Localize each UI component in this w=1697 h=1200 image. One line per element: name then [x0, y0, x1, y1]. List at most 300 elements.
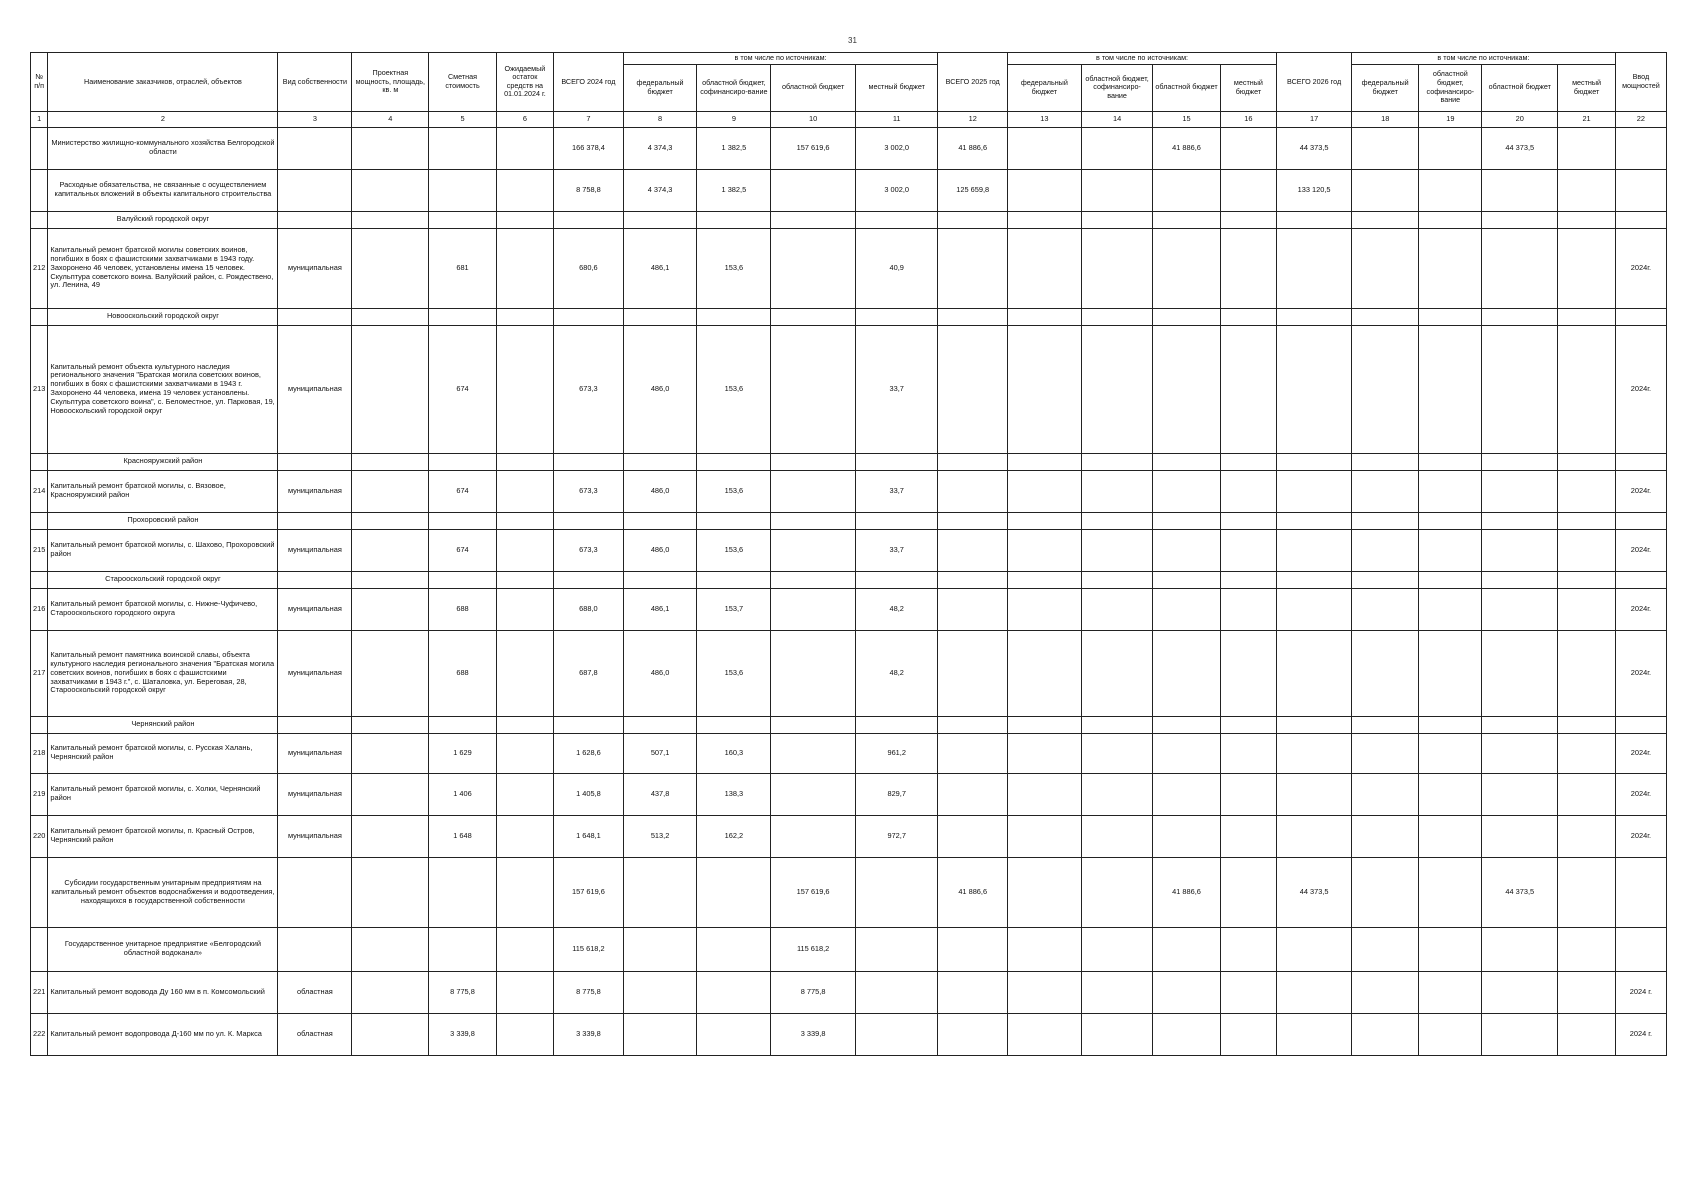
value-cell: [352, 773, 429, 815]
header-sources-2026: в том числе по источникам:: [1352, 53, 1616, 65]
value-cell: [352, 1013, 429, 1055]
value-cell: [1277, 308, 1352, 325]
value-cell: [1419, 773, 1482, 815]
header-federal-2025: федеральный бюджет: [1007, 64, 1081, 111]
value-cell: [697, 308, 771, 325]
value-cell: [1220, 169, 1276, 211]
value-cell: [1081, 512, 1153, 529]
ownership-cell: [278, 857, 352, 927]
value-cell: [1081, 529, 1153, 571]
value-cell: [1220, 716, 1276, 733]
value-cell: [554, 571, 623, 588]
header-local-2024: местный бюджет: [855, 64, 938, 111]
value-cell: [1558, 971, 1616, 1013]
value-cell: [855, 512, 938, 529]
value-cell: [697, 571, 771, 588]
table-row: [31, 773, 1667, 815]
value-cell: [855, 716, 938, 733]
value-cell: 3 339,8: [429, 1013, 496, 1055]
value-cell: 1 648,1: [554, 815, 623, 857]
row-number: 215: [31, 529, 48, 571]
value-cell: [1419, 815, 1482, 857]
value-cell: [429, 211, 496, 228]
value-cell: [1277, 815, 1352, 857]
section-row: [31, 211, 1667, 228]
value-cell: 961,2: [855, 733, 938, 773]
row-number: [31, 512, 48, 529]
row-number: [31, 571, 48, 588]
value-cell: 680,6: [554, 228, 623, 308]
header-commissioning: Ввод мощностей: [1615, 53, 1666, 112]
header-local-2025: местный бюджет: [1220, 64, 1276, 111]
value-cell: [938, 325, 1007, 453]
value-cell: [1220, 773, 1276, 815]
value-cell: [1081, 211, 1153, 228]
value-cell: [496, 1013, 554, 1055]
value-cell: [496, 127, 554, 169]
value-cell: [1482, 815, 1558, 857]
value-cell: [771, 571, 856, 588]
table-header: [31, 53, 1667, 128]
value-cell: [1482, 571, 1558, 588]
row-number: [31, 211, 48, 228]
header-cofin-2026: областной бюджет, софинансиро-вание: [1419, 64, 1482, 111]
value-cell: 8 775,8: [771, 971, 856, 1013]
value-cell: [1277, 529, 1352, 571]
header-regional-2024: областной бюджет: [771, 64, 856, 111]
value-cell: [1352, 325, 1419, 453]
header-regional-2026: областной бюджет: [1482, 64, 1558, 111]
value-cell: [623, 927, 697, 971]
value-cell: 138,3: [697, 773, 771, 815]
value-cell: 157 619,6: [554, 857, 623, 927]
value-cell: [1419, 453, 1482, 470]
col-number: 11: [855, 111, 938, 127]
value-cell: 160,3: [697, 733, 771, 773]
value-cell: [1558, 228, 1616, 308]
value-cell: [1419, 571, 1482, 588]
col-number: 14: [1081, 111, 1153, 127]
value-cell: 513,2: [623, 815, 697, 857]
value-cell: [1277, 588, 1352, 630]
value-cell: [855, 927, 938, 971]
value-cell: [1277, 571, 1352, 588]
value-cell: [1153, 733, 1220, 773]
value-cell: [1220, 971, 1276, 1013]
value-cell: [1482, 773, 1558, 815]
header-sources-2025: в том числе по источникам:: [1007, 53, 1276, 65]
value-cell: [855, 453, 938, 470]
value-cell: [554, 716, 623, 733]
value-cell: [1419, 308, 1482, 325]
value-cell: [352, 815, 429, 857]
value-cell: [1419, 529, 1482, 571]
value-cell: [771, 211, 856, 228]
col-number: 18: [1352, 111, 1419, 127]
ownership-cell: [278, 127, 352, 169]
value-cell: [1352, 571, 1419, 588]
commissioning-cell: 2024 г.: [1615, 1013, 1666, 1055]
value-cell: [1277, 228, 1352, 308]
row-number: 222: [31, 1013, 48, 1055]
commissioning-cell: [1615, 571, 1666, 588]
col-number: 19: [1419, 111, 1482, 127]
header-estimate: Сметная стоимость: [429, 53, 496, 112]
value-cell: 153,6: [697, 470, 771, 512]
value-cell: [1352, 308, 1419, 325]
value-cell: [697, 211, 771, 228]
table-row: [31, 971, 1667, 1013]
ownership-cell: [278, 716, 352, 733]
value-cell: [1153, 211, 1220, 228]
header-remainder: Ожидаемый остаток средств на 01.01.2024 г.: [496, 53, 554, 112]
value-cell: [1007, 815, 1081, 857]
value-cell: [429, 512, 496, 529]
value-cell: [429, 716, 496, 733]
value-cell: [1419, 127, 1482, 169]
value-cell: [771, 228, 856, 308]
ownership-cell: муниципальная: [278, 325, 352, 453]
value-cell: 507,1: [623, 733, 697, 773]
value-cell: [496, 733, 554, 773]
value-cell: [352, 857, 429, 927]
row-number: [31, 169, 48, 211]
value-cell: [1558, 773, 1616, 815]
total-row: [31, 127, 1667, 169]
commissioning-cell: [1615, 211, 1666, 228]
value-cell: [1352, 588, 1419, 630]
value-cell: [1081, 470, 1153, 512]
value-cell: [496, 927, 554, 971]
value-cell: 8 775,8: [429, 971, 496, 1013]
ownership-cell: областная: [278, 1013, 352, 1055]
value-cell: [1153, 815, 1220, 857]
ownership-cell: муниципальная: [278, 588, 352, 630]
value-cell: [1352, 971, 1419, 1013]
value-cell: [1081, 127, 1153, 169]
value-cell: [496, 470, 554, 512]
col-number: 22: [1615, 111, 1666, 127]
value-cell: [429, 453, 496, 470]
value-cell: [1419, 971, 1482, 1013]
value-cell: 437,8: [623, 773, 697, 815]
value-cell: [1277, 927, 1352, 971]
commissioning-cell: [1615, 716, 1666, 733]
table-row: [31, 588, 1667, 630]
ownership-cell: [278, 512, 352, 529]
object-name: Расходные обязательства, не связанные с осуществлением капитальных вложений в объекты капитального строительства: [48, 169, 278, 211]
commissioning-cell: [1615, 857, 1666, 927]
ownership-cell: муниципальная: [278, 529, 352, 571]
value-cell: [352, 971, 429, 1013]
col-number: 1: [31, 111, 48, 127]
value-cell: [1153, 169, 1220, 211]
header-name: Наименование заказчиков, отраслей, объектов: [48, 53, 278, 112]
header-cofin-2025: областной бюджет, софинансиро-вание: [1081, 64, 1153, 111]
header-total-2024: ВСЕГО 2024 год: [554, 53, 623, 112]
value-cell: [1081, 815, 1153, 857]
header-total-2025: ВСЕГО 2025 год: [938, 53, 1007, 112]
value-cell: [1277, 453, 1352, 470]
value-cell: [496, 716, 554, 733]
value-cell: 687,8: [554, 630, 623, 716]
value-cell: [1153, 308, 1220, 325]
value-cell: [1352, 228, 1419, 308]
commissioning-cell: [1615, 512, 1666, 529]
value-cell: [938, 308, 1007, 325]
value-cell: [697, 453, 771, 470]
value-cell: [1277, 325, 1352, 453]
value-cell: [1558, 630, 1616, 716]
value-cell: [1558, 453, 1616, 470]
col-number: 21: [1558, 111, 1616, 127]
value-cell: 157 619,6: [771, 127, 856, 169]
value-cell: [1007, 1013, 1081, 1055]
object-name: Чернянский район: [48, 716, 278, 733]
value-cell: [1419, 1013, 1482, 1055]
section-row: [31, 308, 1667, 325]
value-cell: [1220, 733, 1276, 773]
value-cell: [1419, 588, 1482, 630]
value-cell: 3 002,0: [855, 127, 938, 169]
value-cell: [938, 512, 1007, 529]
object-name: Валуйский городской округ: [48, 211, 278, 228]
value-cell: [496, 325, 554, 453]
value-cell: 674: [429, 470, 496, 512]
value-cell: [1081, 169, 1153, 211]
value-cell: [1352, 857, 1419, 927]
row-number: 212: [31, 228, 48, 308]
value-cell: [1007, 228, 1081, 308]
value-cell: [623, 571, 697, 588]
value-cell: 1 406: [429, 773, 496, 815]
section-row: [31, 512, 1667, 529]
object-name: Капитальный ремонт братской могилы, с. Нижне-Чуфичево, Старооскольского городского округа: [48, 588, 278, 630]
value-cell: [1352, 1013, 1419, 1055]
value-cell: 40,9: [855, 228, 938, 308]
object-name: Капитальный ремонт объекта культурного наследия регионального значения "Братская могила советских воинов, погибших в боях с фашистскими захватчиками в 1943 г. Захоронено 44 человека, имена 19 человек установлены. Скульптура советского воина", с. Беломестное, ул. Парковая, 19, Новооскольский городской округ: [48, 325, 278, 453]
value-cell: [1007, 773, 1081, 815]
value-cell: [1558, 169, 1616, 211]
value-cell: [1153, 588, 1220, 630]
value-cell: [1419, 927, 1482, 971]
value-cell: [1277, 470, 1352, 512]
value-cell: [1007, 127, 1081, 169]
col-number: 20: [1482, 111, 1558, 127]
row-number: 220: [31, 815, 48, 857]
value-cell: [1352, 716, 1419, 733]
value-cell: [429, 127, 496, 169]
header-num: № п/п: [31, 53, 48, 112]
value-cell: [938, 733, 1007, 773]
value-cell: [771, 773, 856, 815]
object-name: Капитальный ремонт братской могилы советских воинов, погибших в боях с фашистскими захватчиками в 1943 году. Захоронено 46 человек, установлены имена 15 человек. Скульптура советского воина. Валуйский район, с. Рождествено, ул. Ленина, 49: [48, 228, 278, 308]
value-cell: [352, 228, 429, 308]
col-number: 4: [352, 111, 429, 127]
value-cell: [938, 630, 1007, 716]
value-cell: 688: [429, 630, 496, 716]
value-cell: 44 373,5: [1277, 857, 1352, 927]
value-cell: [1153, 453, 1220, 470]
value-cell: [1220, 588, 1276, 630]
value-cell: [352, 927, 429, 971]
object-name: Новооскольский городской округ: [48, 308, 278, 325]
table-row: [31, 815, 1667, 857]
value-cell: [1081, 1013, 1153, 1055]
value-cell: [1558, 127, 1616, 169]
value-cell: [1081, 773, 1153, 815]
value-cell: [496, 971, 554, 1013]
row-number: 216: [31, 588, 48, 630]
value-cell: [429, 857, 496, 927]
value-cell: [623, 1013, 697, 1055]
value-cell: [496, 512, 554, 529]
object-name: Капитальный ремонт водовода Ду 160 мм в п. Комсомольский: [48, 971, 278, 1013]
value-cell: 1 405,8: [554, 773, 623, 815]
value-cell: [1081, 716, 1153, 733]
header-federal-2024: федеральный бюджет: [623, 64, 697, 111]
value-cell: [1007, 453, 1081, 470]
value-cell: [496, 453, 554, 470]
value-cell: 48,2: [855, 630, 938, 716]
value-cell: [1153, 630, 1220, 716]
value-cell: [623, 971, 697, 1013]
value-cell: 33,7: [855, 470, 938, 512]
value-cell: [1007, 211, 1081, 228]
commissioning-cell: [1615, 169, 1666, 211]
value-cell: [623, 857, 697, 927]
header-federal-2026: федеральный бюджет: [1352, 64, 1419, 111]
value-cell: [1277, 211, 1352, 228]
col-number: 10: [771, 111, 856, 127]
value-cell: [352, 588, 429, 630]
commissioning-cell: [1615, 927, 1666, 971]
value-cell: [623, 453, 697, 470]
value-cell: [938, 571, 1007, 588]
value-cell: [1007, 630, 1081, 716]
commissioning-cell: 2024г.: [1615, 470, 1666, 512]
value-cell: [1558, 211, 1616, 228]
value-cell: [1220, 308, 1276, 325]
value-cell: [1352, 630, 1419, 716]
table-body: [31, 127, 1667, 1055]
table-row: [31, 529, 1667, 571]
value-cell: [554, 211, 623, 228]
column-numbers-row: [31, 111, 1667, 127]
object-name: Министерство жилищно-коммунального хозяйства Белгородской области: [48, 127, 278, 169]
value-cell: [771, 169, 856, 211]
value-cell: [1419, 470, 1482, 512]
row-number: [31, 927, 48, 971]
value-cell: 44 373,5: [1482, 857, 1558, 927]
object-name: Прохоровский район: [48, 512, 278, 529]
value-cell: [1220, 228, 1276, 308]
commissioning-cell: 2024г.: [1615, 588, 1666, 630]
value-cell: [1153, 512, 1220, 529]
value-cell: [623, 308, 697, 325]
value-cell: [352, 453, 429, 470]
value-cell: 153,6: [697, 529, 771, 571]
value-cell: [771, 588, 856, 630]
budget-table: [30, 52, 1667, 1056]
value-cell: [1352, 733, 1419, 773]
object-name: Капитальный ремонт братской могилы, с. Шахово, Прохоровский район: [48, 529, 278, 571]
ownership-cell: муниципальная: [278, 630, 352, 716]
value-cell: [1220, 1013, 1276, 1055]
object-name: Капитальный ремонт водопровода Д-160 мм по ул. К. Маркса: [48, 1013, 278, 1055]
value-cell: 486,0: [623, 630, 697, 716]
value-cell: [1081, 733, 1153, 773]
total-row: [31, 857, 1667, 927]
value-cell: [1482, 630, 1558, 716]
value-cell: 41 886,6: [938, 127, 1007, 169]
value-cell: [855, 211, 938, 228]
value-cell: [1007, 308, 1081, 325]
value-cell: [496, 308, 554, 325]
value-cell: [771, 716, 856, 733]
value-cell: [938, 927, 1007, 971]
value-cell: 8 758,8: [554, 169, 623, 211]
value-cell: [1558, 1013, 1616, 1055]
value-cell: [855, 971, 938, 1013]
value-cell: [1220, 127, 1276, 169]
value-cell: [554, 308, 623, 325]
value-cell: [855, 308, 938, 325]
value-cell: [938, 211, 1007, 228]
value-cell: [623, 211, 697, 228]
value-cell: 125 659,8: [938, 169, 1007, 211]
col-number: 15: [1153, 111, 1220, 127]
row-number: [31, 127, 48, 169]
value-cell: [496, 773, 554, 815]
value-cell: 486,0: [623, 529, 697, 571]
value-cell: [855, 571, 938, 588]
object-name: Капитальный ремонт братской могилы, с. Русская Халань, Чернянский район: [48, 733, 278, 773]
value-cell: 4 374,3: [623, 127, 697, 169]
value-cell: [352, 211, 429, 228]
value-cell: [1153, 529, 1220, 571]
value-cell: [1352, 773, 1419, 815]
value-cell: [1081, 308, 1153, 325]
value-cell: [771, 733, 856, 773]
object-name: Государственное унитарное предприятие «Белгородский областной водоканал»: [48, 927, 278, 971]
header-regional-2025: областной бюджет: [1153, 64, 1220, 111]
value-cell: 1 382,5: [697, 127, 771, 169]
value-cell: [429, 169, 496, 211]
value-cell: [1277, 716, 1352, 733]
value-cell: [1558, 815, 1616, 857]
ownership-cell: [278, 211, 352, 228]
value-cell: [1482, 325, 1558, 453]
value-cell: [1352, 127, 1419, 169]
value-cell: [1352, 927, 1419, 971]
value-cell: [1482, 588, 1558, 630]
value-cell: [1153, 773, 1220, 815]
value-cell: [1220, 211, 1276, 228]
value-cell: 41 886,6: [938, 857, 1007, 927]
value-cell: 133 120,5: [1277, 169, 1352, 211]
value-cell: [1007, 927, 1081, 971]
value-cell: 486,1: [623, 588, 697, 630]
commissioning-cell: 2024г.: [1615, 529, 1666, 571]
value-cell: [771, 815, 856, 857]
value-cell: [429, 308, 496, 325]
value-cell: [938, 588, 1007, 630]
row-number: 218: [31, 733, 48, 773]
value-cell: [938, 228, 1007, 308]
value-cell: [1419, 716, 1482, 733]
value-cell: [496, 815, 554, 857]
